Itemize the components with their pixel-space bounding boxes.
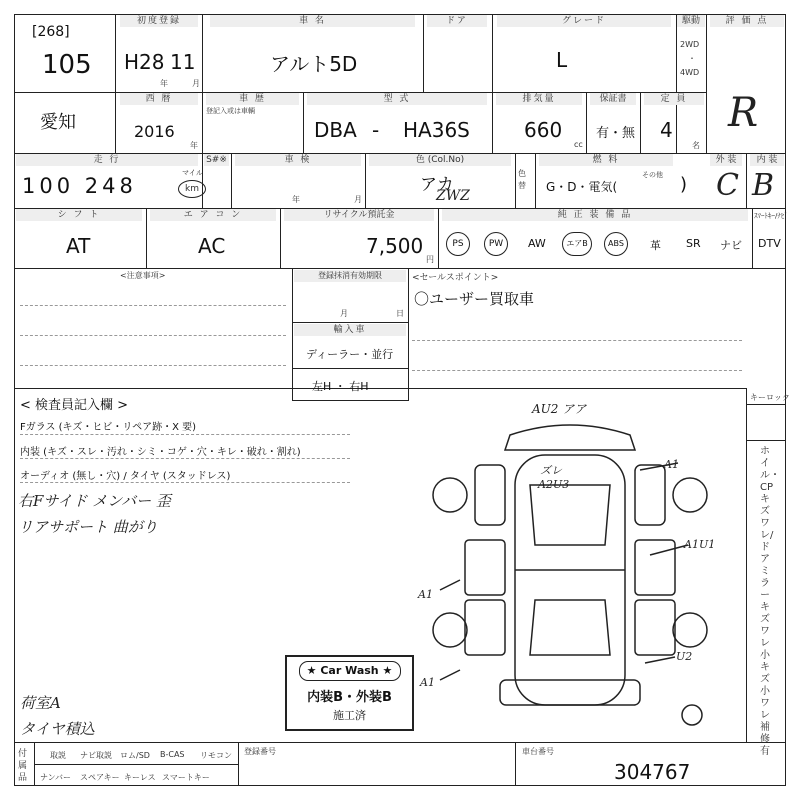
grade-label: グレード — [497, 15, 671, 27]
row-line-4 — [14, 268, 786, 269]
row-line — [292, 400, 409, 401]
mark-top: AU2 アア — [532, 402, 587, 416]
rule — [20, 434, 350, 435]
cc-value: 660 — [524, 118, 563, 142]
month-unit: 月 — [192, 79, 200, 88]
mileage-label: 走 行 — [16, 154, 198, 166]
acc-remote: リモコン — [200, 751, 232, 760]
rule — [20, 305, 286, 306]
col-line — [408, 268, 409, 400]
import-label: 輸入車 — [294, 324, 406, 336]
equip-leather: 革 — [650, 239, 661, 252]
col-line — [202, 14, 203, 208]
interior-label: 内 装 — [750, 154, 784, 166]
mileage-unit-km: km — [178, 180, 206, 198]
row-line — [292, 322, 409, 323]
equip-airbag: エアB — [562, 232, 592, 256]
type-dash: - — [372, 118, 380, 142]
reg-month: 11 — [170, 50, 196, 74]
rule — [412, 370, 742, 371]
audio-line: オーディオ (無し・穴) / タイヤ (スタッドレス) — [20, 471, 231, 482]
ac-label: エ ア コ ン — [150, 209, 276, 221]
drive-label: 駆動 — [677, 15, 705, 27]
col-line — [746, 153, 747, 208]
warranty-label: 保証書 — [590, 93, 636, 105]
row-line-5 — [14, 388, 746, 389]
caution-label: <注意事項> — [120, 271, 166, 280]
equip-dtv: DTV — [758, 237, 781, 250]
reg-year: H28 — [124, 50, 165, 74]
col-line — [423, 14, 424, 92]
col-line — [238, 742, 239, 785]
year-unit: 年 — [160, 79, 168, 88]
acc-spare-key: スペアキー — [80, 773, 120, 782]
grade: L — [556, 48, 568, 72]
color-change: 色替 — [518, 169, 526, 190]
equip-pw: PW — [484, 232, 508, 256]
acc-bcas: B-CAS — [160, 750, 185, 759]
sharp-label: S#※ — [204, 154, 229, 166]
type-prefix: DBA — [314, 118, 357, 142]
acc-smartkey: スマートキー — [162, 773, 210, 782]
shift: AT — [66, 234, 91, 258]
recycle-unit: 円 — [426, 255, 434, 264]
color-code: ZWZ — [436, 188, 470, 204]
col-line — [640, 92, 641, 153]
color: アカ — [420, 175, 454, 195]
col-line — [492, 92, 493, 153]
mileage: 100 248 — [22, 174, 137, 198]
region: 愛知 — [40, 112, 76, 133]
equip-right-label: ｽﾏｰﾄｷｰ/ﾅﾋﾞ — [754, 212, 788, 220]
col-line — [231, 153, 232, 208]
chassis-label: 車 歴 — [206, 93, 299, 105]
shift-label: シ フ ト — [16, 209, 142, 221]
car-diagram — [420, 395, 740, 740]
stamp-title: ★ Car Wash ★ — [299, 661, 401, 681]
type-code: HA36S — [403, 118, 470, 142]
acc-navi-manual: ナビ取説 — [80, 751, 112, 760]
row-line-6 — [14, 742, 786, 743]
col-line — [492, 14, 493, 92]
equip-aw: AW — [528, 237, 546, 250]
interior-line: 内装 (キズ・スレ・汚れ・シミ・コゲ・穴・キレ・破れ・割れ) — [20, 447, 301, 458]
inspection-label: 車 検 — [235, 154, 361, 166]
western-label: 西 暦 — [120, 93, 198, 105]
mark-a2u3: A2U3 — [538, 478, 570, 491]
glass-line: Fガラス (キズ・ヒビ・リペア跡・X 要) — [20, 422, 197, 433]
row-line — [746, 440, 786, 441]
equip-abs: ABS — [604, 232, 628, 256]
inspector-title: < 検査員記入欄 > — [20, 398, 129, 413]
expiry-day: 日 — [396, 309, 404, 318]
lot-number: 105 — [42, 50, 92, 80]
col-line — [515, 742, 516, 785]
fuel-close: ) — [680, 174, 688, 195]
equip-ps: PS — [446, 232, 470, 256]
score-label: 評 価 点 — [710, 15, 784, 27]
equip-sr: SR — [686, 237, 701, 250]
exterior-grade: C — [716, 168, 739, 203]
mark-a1-left: A1 — [418, 588, 433, 601]
col-line — [535, 153, 536, 208]
lot-ref: [268] — [32, 24, 70, 40]
acc-manual: 取説 — [50, 751, 66, 760]
car-wash-stamp — [285, 655, 414, 731]
expiry-month: 月 — [340, 309, 348, 318]
fuel-label: 燃 料 — [539, 154, 673, 166]
capacity-label: 定 員 — [644, 93, 704, 105]
acc-number: ナンバー — [40, 773, 72, 782]
year-western: 2016 — [134, 122, 175, 141]
hand-note-1: 右Fサイド メンバー 歪 — [18, 492, 171, 510]
footer-side-label: 付属品 — [18, 749, 28, 783]
capacity: 4 — [660, 118, 673, 142]
fuel: G・D・電気( — [546, 180, 618, 194]
stamp-grade: 内装B・外装B — [307, 690, 392, 705]
col-line — [280, 208, 281, 268]
col-line — [752, 208, 753, 268]
warranty: 有・無 — [596, 126, 636, 141]
interior-grade: B — [752, 168, 775, 203]
model-label: 車 名 — [210, 15, 415, 27]
mark-zure: ズレ — [540, 464, 562, 477]
score: R — [728, 90, 759, 136]
import-value: ディーラー・並行 — [306, 348, 394, 361]
mark-a1-bottom: A1 — [420, 676, 435, 689]
frame-number: 304767 — [614, 760, 691, 784]
type-label: 型 式 — [307, 93, 487, 105]
sales-label: <セールスポイント> — [412, 273, 499, 283]
border-bottom — [14, 785, 786, 786]
col-line — [303, 92, 304, 153]
col-line — [146, 208, 147, 268]
capacity-unit: 名 — [692, 141, 700, 150]
col-line — [586, 92, 587, 153]
expiry-label: 登録抹消有効期限 — [294, 270, 406, 282]
acc-keyless: キーレス — [124, 773, 156, 782]
recycle-fee: 7,500 — [366, 234, 424, 258]
col-line — [438, 208, 439, 268]
equip-label: 純 正 装 備 品 — [442, 209, 748, 221]
cc-unit: cc — [574, 140, 583, 149]
hand-note-3: 荷室A — [20, 694, 61, 712]
handle: 左H ・ 右H — [312, 380, 369, 393]
border-left — [14, 14, 15, 786]
equip-navi: ナビ — [720, 239, 742, 252]
sales-point: 〇ユーザー買取車 — [414, 290, 535, 308]
insp-year-unit: 年 — [292, 195, 300, 204]
rule — [20, 482, 350, 483]
vertical-note: ホイル・CPキズワレ/ドアミラーキズワレ 小キズ小ワレ 補修有 — [760, 446, 780, 757]
exterior-label: 外 装 — [710, 154, 742, 166]
insp-month-unit: 月 — [354, 195, 362, 204]
rule — [20, 335, 286, 336]
rule — [20, 458, 350, 459]
keylock-label: キーロック — [750, 393, 790, 402]
reg-no-label: 登録番号 — [244, 747, 276, 756]
mark-a1u1: A1U1 — [684, 538, 716, 551]
hand-note-4: タイヤ積込 — [20, 720, 95, 738]
col-line — [746, 388, 747, 742]
stamp-done: 施工済 — [333, 709, 366, 722]
mark-u2: U2 — [676, 650, 693, 663]
col-line — [515, 153, 516, 208]
col-line — [365, 153, 366, 208]
col-line — [706, 14, 707, 153]
recycle-label: リサイクル預託金 — [284, 209, 434, 221]
drive-4wd: 4WD — [680, 68, 700, 77]
fuel-other: その他 — [642, 171, 663, 179]
color-label: 色 (Col.No) — [369, 154, 511, 166]
chassis-note: 登記入或は車輌 — [206, 107, 255, 115]
cc-label: 排気量 — [496, 93, 582, 105]
frame-label: 車台番号 — [522, 747, 554, 756]
rule — [412, 340, 742, 341]
drive-2wd: 2WD — [680, 40, 700, 49]
acc-rom: ロム/SD — [120, 751, 150, 760]
reg-label: 初度登録 — [120, 15, 198, 27]
col-line — [292, 268, 293, 400]
row-line — [746, 404, 786, 405]
ac: AC — [198, 234, 226, 258]
row-line — [292, 368, 409, 369]
mileage-unit-mi: マイル — [182, 169, 203, 177]
year-unit-2: 年 — [190, 141, 198, 150]
col-line — [115, 14, 116, 153]
row-line — [34, 764, 238, 765]
hand-note-2: リアサポート 曲がり — [18, 518, 158, 536]
mark-a1-right: A1 — [664, 458, 679, 471]
col-line — [676, 14, 677, 153]
door-label: ドア — [427, 15, 487, 27]
model-name: アルト5D — [270, 52, 358, 76]
drive-sep: ・ — [688, 54, 696, 63]
rule — [20, 365, 286, 366]
